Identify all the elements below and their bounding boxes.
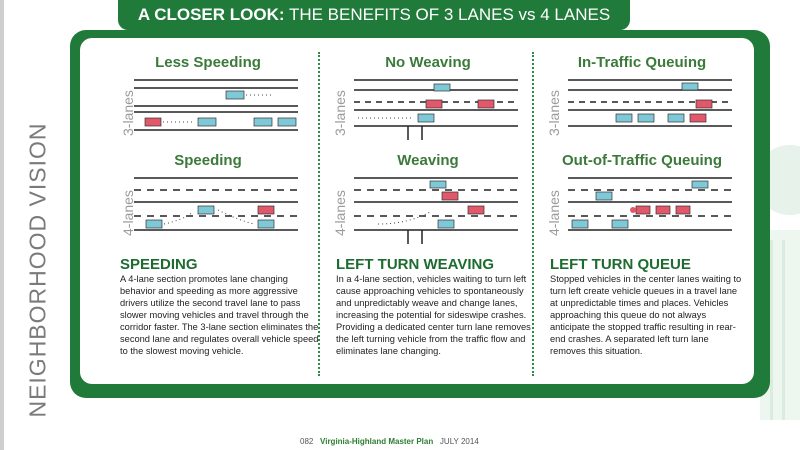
column-speeding xyxy=(98,40,318,384)
car-red xyxy=(258,206,274,214)
lane-label-four: 4-lanes xyxy=(120,190,136,236)
lane-label-three: 3-lanes xyxy=(546,90,562,136)
footer-plan-name: Virginia-Highland Master Plan xyxy=(320,437,434,446)
diagram-title-bottom: Out-of-Traffic Queuing xyxy=(562,152,722,169)
page-number: 082 xyxy=(300,437,314,446)
car-red xyxy=(442,192,458,200)
car-red xyxy=(636,206,650,214)
diagram-title-top: Less Speeding xyxy=(155,54,261,71)
crash-icon xyxy=(630,207,636,213)
car-red xyxy=(468,206,484,214)
car-blue xyxy=(146,220,162,228)
banner-prefix: A CLOSER LOOK: xyxy=(137,5,285,24)
column-left-turn-queue xyxy=(532,40,752,384)
footer-date: JULY 2014 xyxy=(439,437,479,446)
section-heading: SPEEDING xyxy=(120,256,198,273)
car-blue xyxy=(258,220,274,228)
page-footer xyxy=(300,437,479,446)
banner-rest: THE BENEFITS OF 3 LANES vs 4 LANES xyxy=(288,5,611,24)
car-blue xyxy=(198,206,214,214)
car-blue xyxy=(438,220,454,228)
lane-label-three: 3-lanes xyxy=(120,90,136,136)
section-title-vertical: NEIGHBORHOOD VISION xyxy=(24,122,51,418)
car-blue xyxy=(430,181,446,188)
section-body: In a 4-lane section, vehicles waiting to turn left cause approaching vehicles to spontaneously and unpredictably weave and change lanes, increasing the potential for sideswipe crashes. Providing a dedicated center turn lane removes the left turning vehicle from the traffic flow and eliminates lane changing. xyxy=(336,274,531,356)
diagram-title-bottom: Speeding xyxy=(174,152,242,169)
diagram-title-bottom: Weaving xyxy=(397,152,459,169)
lane-label-four: 4-lanes xyxy=(332,190,348,236)
column-left-turn-weaving xyxy=(318,40,538,384)
section-heading: LEFT TURN QUEUE xyxy=(550,256,691,273)
car-blue xyxy=(572,220,588,228)
car-blue xyxy=(692,181,708,188)
section-body: A 4-lane section promotes lane changing behavior and speeding as more aggressive drivers utilize the second travel lane to pass slower moving vehicles and travel through the corridor faster. The 3-lane section eliminates the second lane and regulates overall vehicle speed to the slowest moving vehicle. xyxy=(120,274,319,356)
page-edge xyxy=(0,0,4,450)
diagram-title-top: In-Traffic Queuing xyxy=(577,54,707,71)
car-blue xyxy=(612,220,628,228)
car-red xyxy=(656,206,670,214)
section-body: Stopped vehicles in the center lanes waiting to turn left create vehicle queues in a travel lane at unpredictable times and places. Vehicles approaching this queue do not always anticipate the stopped traffic resulting in rear-end crashes. A separated left turn lane removes this situation. xyxy=(550,274,742,356)
diagram-title-top: No Weaving xyxy=(385,54,471,71)
lane-label-four: 4-lanes xyxy=(546,190,562,236)
section-heading: LEFT TURN WEAVING xyxy=(336,256,495,273)
banner-title xyxy=(118,0,630,30)
lane-label-three: 3-lanes xyxy=(332,90,348,136)
car-red xyxy=(676,206,690,214)
car-blue xyxy=(596,192,612,200)
